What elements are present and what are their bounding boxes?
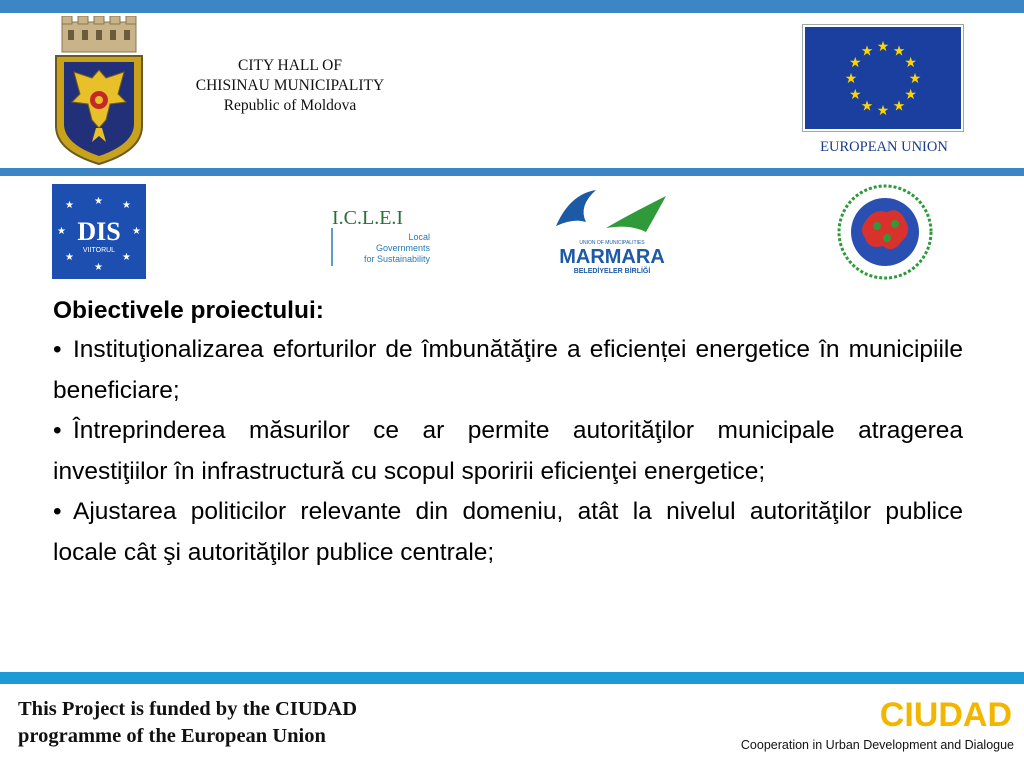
chisinau-coat-of-arms-icon bbox=[52, 16, 146, 166]
eu-star-icon: ★ bbox=[904, 86, 917, 102]
city-hall-line-3: Republic of Moldova bbox=[223, 97, 357, 114]
funding-note bbox=[18, 696, 448, 750]
svg-text:★: ★ bbox=[122, 252, 131, 263]
objective-text: Ajustarea politicilor relevante din domeniu, atât la nivelul autorităţilor publice locale cât şi autorităţilor publice centrale; bbox=[53, 498, 963, 566]
marmara-top-text: UNION OF MUNICIPALITIES bbox=[579, 240, 645, 246]
city-hall-line-2: CHISINAU MUNICIPALITY bbox=[195, 77, 385, 94]
eu-star-icon: ★ bbox=[860, 42, 874, 59]
eu-star-icon: ★ bbox=[860, 97, 874, 114]
bullet-icon: • bbox=[53, 336, 62, 363]
iclei-line-2: Governments bbox=[375, 243, 430, 253]
objective-text: Întreprinderea măsurilor ce ar permite autorităţilor municipale atragerea investiţiilor în infrastructură cu scopul sporirii eficienţei energetice; bbox=[53, 417, 963, 485]
eu-flag-frame bbox=[802, 24, 964, 132]
eu-star-icon: ★ bbox=[892, 42, 906, 59]
svg-text:★: ★ bbox=[94, 196, 103, 207]
svg-text:★: ★ bbox=[94, 262, 103, 273]
bullet-icon: • bbox=[53, 498, 62, 525]
marmara-logo bbox=[554, 188, 670, 278]
bullet-icon: • bbox=[53, 417, 62, 444]
iclei-logo bbox=[328, 202, 434, 270]
eu-star-icon: ★ bbox=[844, 70, 858, 86]
iclei-name: I.C.L.E.I bbox=[332, 207, 404, 229]
eu-star-icon: ★ bbox=[876, 38, 890, 54]
city-hall-line-1: CITY HALL OF bbox=[238, 57, 342, 74]
city-hall-title bbox=[170, 56, 410, 116]
eu-star-icon: ★ bbox=[876, 102, 890, 118]
iclei-line-3: for Sustainability bbox=[363, 254, 430, 264]
mid-accent-bar bbox=[0, 168, 1024, 176]
eu-flag-icon bbox=[805, 27, 961, 129]
svg-text:★: ★ bbox=[122, 200, 131, 211]
ciudad-logo: CIUDAD bbox=[879, 696, 1012, 734]
funding-line-2: programme of the European Union bbox=[18, 725, 326, 747]
svg-text:★: ★ bbox=[65, 252, 74, 263]
ciudad-tagline: Cooperation in Urban Development and Dialogue bbox=[740, 738, 1014, 752]
eu-star-icon: ★ bbox=[849, 86, 862, 102]
funding-line-1: This Project is funded by the CIUDAD bbox=[18, 698, 358, 720]
objective-text: Instituţionalizarea eforturilor de îmbunătăţire a eficienței energetice în municipiile beneficiare; bbox=[53, 336, 963, 404]
eu-label: EUROPEAN UNION bbox=[820, 139, 948, 155]
viitorul-text: VIITORUL bbox=[82, 247, 116, 254]
top-accent-bar bbox=[0, 0, 1024, 13]
eu-star-icon: ★ bbox=[849, 54, 862, 70]
marmara-sub: BELEDİYELER BİRLİĞİ bbox=[573, 268, 651, 275]
svg-text:★: ★ bbox=[132, 226, 141, 237]
objective-item bbox=[53, 492, 963, 573]
objectives-heading: Obiectivele proiectului: bbox=[53, 297, 324, 324]
dis-viitorul-logo bbox=[52, 184, 146, 279]
dis-text: DIS bbox=[77, 217, 121, 246]
svg-text:★: ★ bbox=[65, 200, 74, 211]
globe-seal-icon bbox=[829, 184, 941, 280]
eu-star-icon: ★ bbox=[904, 54, 917, 70]
objectives-section bbox=[53, 292, 963, 573]
marmara-name: MARMARA bbox=[559, 246, 665, 268]
objective-item bbox=[53, 411, 963, 492]
iclei-line-1: Local bbox=[408, 232, 430, 242]
objective-item bbox=[53, 330, 963, 411]
svg-text:★: ★ bbox=[57, 226, 66, 237]
footer-accent-bar bbox=[0, 672, 1024, 684]
eu-star-icon: ★ bbox=[892, 97, 906, 114]
eu-star-icon: ★ bbox=[908, 70, 922, 86]
